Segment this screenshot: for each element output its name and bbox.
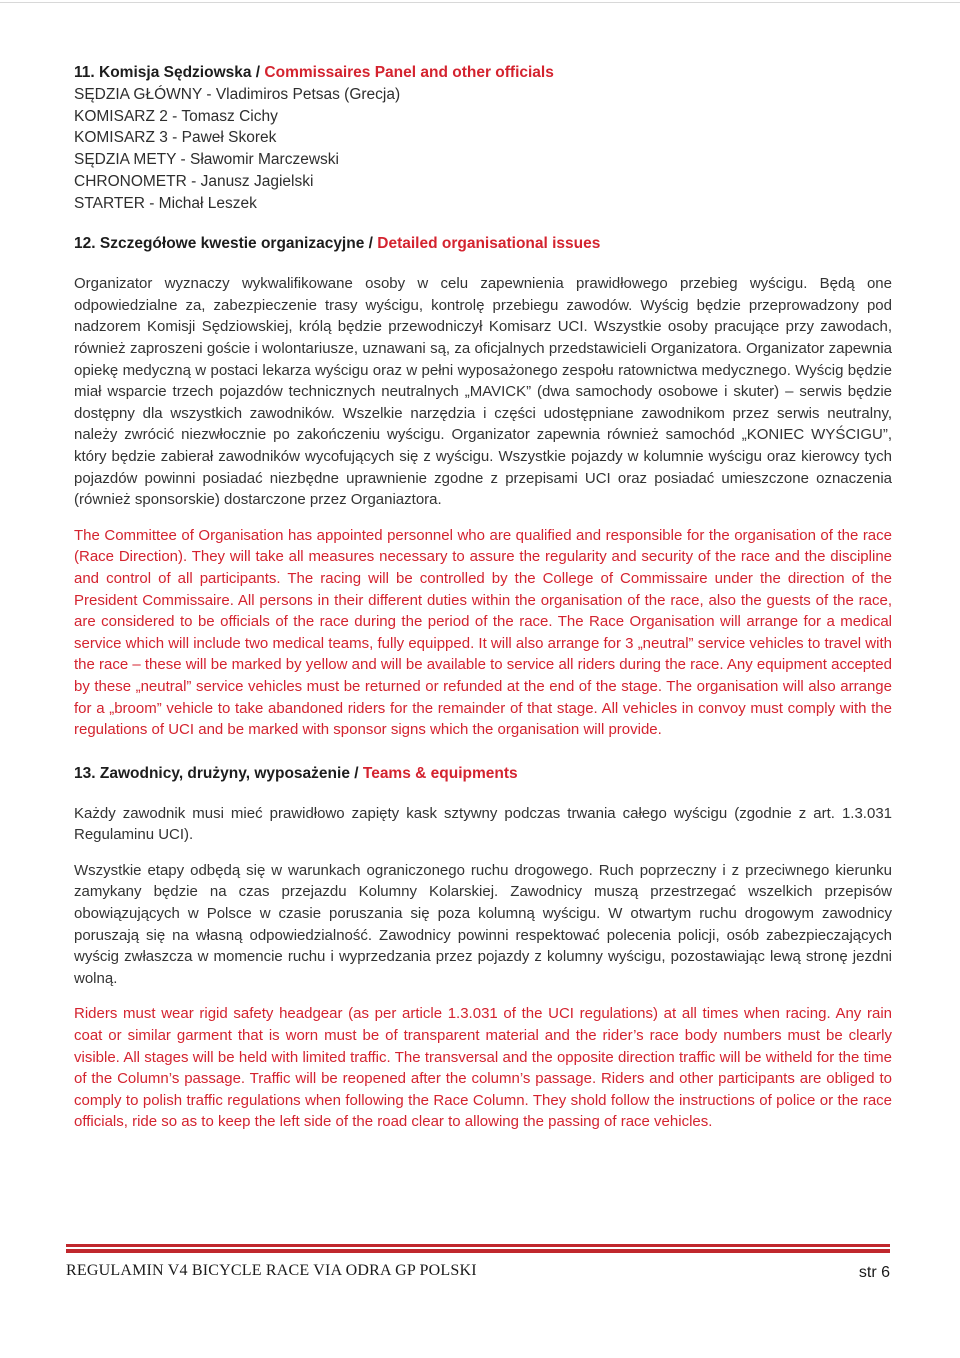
section-13-title-en: Teams & equipments	[362, 764, 518, 782]
section-11-title-en: Commissaires Panel and other officials	[264, 64, 554, 81]
footer-page-number: str 6	[858, 1264, 890, 1281]
section-12-title-pl: Szczegółowe kwestie organizacyjne /	[99, 235, 373, 253]
section-11	[74, 62, 892, 214]
footer-rule	[66, 1244, 890, 1253]
section-11-heading	[74, 62, 892, 84]
section-13	[74, 763, 892, 1133]
section-12-title-en: Detailed organisational issues	[377, 235, 601, 253]
officials-list	[74, 84, 892, 214]
section-13-text-pl-1: Każdy zawodnik musi mieć prawidłowo zapięty kask sztywny podczas trwania całego wyścigu (zgodnie z art. 1.3.031 Regulaminu UCI).	[74, 804, 892, 844]
official-item: KOMISARZ 2 - Tomasz Cichy	[74, 107, 278, 125]
page-content	[74, 62, 892, 1133]
footer-document-title: REGULAMIN V4 BICYCLE RACE VIA ODRA GP POLSKI	[66, 1262, 477, 1279]
official-item: KOMISARZ 3 - Paweł Skorek	[74, 129, 277, 147]
section-13-heading	[74, 763, 892, 785]
top-edge-rule	[0, 2, 960, 3]
section-12-text-pl: Organizator wyznaczy wykwalifikowane osoby w celu zapewnienia prawidłowego przebieg wyścigu. Będą one odpowiedzialne za, zabezpieczenie trasy wyścigu, kontrolę przebiegu zawodów. Wyścig będzie przeprowadzony pod nadzorem Komisji Sędziowskiej, królą będzie przewodniczył Komisarz UCI. Wszystkie osoby pracujące przy zawodach, również zaproszeni goście i wolontariusze, uznawani są, za oficjalnych przedstawicieli Organizatora. Organizator zapewnia opiekę medyczną w postaci lekarza wyścigu oraz w pełni wyposażonego zespołu ratownictwa medycznego. Wyścig będzie miał wsparcie trzech pojazdów technicznych neutralnych „MAVICK” (dwa samochody osobowe i skuter) – serwis będzie dostępny dla wszystkich zawodników. Wszelkie narzędzia i części udostępniane zawodnikom przez serwis neutralny, należy zwrócić niezwłocznie po zakończeniu wyścigu. Organizator zapewnia również samochód „KONIEC WYŚCIGU”, który będzie zabierał zawodników wycofujących się z wyścigu. Wszystkie pojazdy w kolumnie wyścigu oraz kierowcy tych pojazdów powinni posiadać niezbędne uprawnienie zgodne z przepisami UCI oraz posiadać umieszczone oznaczenia (również sponsorskie) dostarczone przez Organiaztora.	[74, 275, 892, 509]
section-13-text-en: Riders must wear rigid safety headgear (as per article 1.3.031 of the UCI regulations) at all times when racing. Any rain coat or similar garment that is worn must be of transparent material and the rider’s race body numbers must be clearly visible. All stages will be held with limited traffic. The transversal and the opposite direction traffic will be witheld for the time of the Column’s passage. Traffic will be reopened after the column’s passage. Riders and other participants are obliged to comply to polish traffic regulations when following the Race Column. They shold follow the instructions of police or the race officials, ride so as to keep the left side of the road clear to allowing the passing of race vehicles.	[74, 1005, 892, 1131]
official-item: SĘDZIA METY - Sławomir Marczewski	[74, 151, 339, 169]
section-12-number: 12.	[74, 235, 96, 253]
footer-rule-thick	[66, 1249, 890, 1253]
section-11-title-pl: Komisja Sędziowska /	[99, 64, 261, 81]
section-12	[74, 233, 892, 740]
footer-rule-thin	[66, 1244, 890, 1247]
section-13-title-pl: Zawodnicy, drużyny, wyposażenie /	[99, 764, 359, 782]
section-13-text-pl-2: Wszystkie etapy odbędą się w warunkach ograniczonego ruchu drogowego. Ruch poprzeczny i z przeciwnego kierunku zamykany będzie na czas przejazdu Kolumny Kolarskiej. Zawodnicy muszą przestrzegać wszelkich przepisów obowiązujących w Polsce w czasie poruszania się poza kolumną wyścigu. W otwartym ruchu drogowym zawodnicy poruszają się na własną odpowiedzialność. Zawodnicy powinni respektować polecenia policji, osób zabezpieczających wyścig zwłaszcza w momencie ruchu i wyprzedzania przez pojazdy z kolumny wyścigu, pozostawiając lewą stronę jezdni wolną.	[74, 861, 892, 987]
section-12-heading	[74, 233, 892, 255]
section-11-number: 11.	[74, 64, 95, 81]
official-item: CHRONOMETR - Janusz Jagielski	[74, 172, 314, 190]
section-12-text-en: The Committee of Organisation has appointed personnel who are qualified and responsible for the organisation of the race (Race Direction). They will take all measures necessary to assure the regularity and security of the race and the discipline and control of all participants. The racing will be controlled by the College of Commissaire under the direction of the President Commissaire. All persons in their different duties within the organisation of the race, also the guests of the race, are considered to be officials of the race during the period of the race. The Race Organisation will arrange for a medical service which will include two medical teams, fully equipped. It will also arrange for 3 „neutral” service vehicles to travel with the race – these will be marked by yellow and will be available to service all riders during the race. Any equipment accepted by these „neutral” service vehicles must be returned or refunded at the end of the stage. The organisation will also arrange for a „broom” vehicle to take abandoned riders for the remainder of that stage. All vehicles in convoy must comply with the regulations of UCI and be marked with sponsor signs which the organisation will provide.	[74, 526, 892, 739]
official-item: STARTER - Michał Leszek	[74, 194, 257, 212]
official-item: SĘDZIA GŁÓWNY - Vladimiros Petsas (Grecja)	[74, 86, 401, 103]
section-13-number: 13.	[74, 764, 96, 782]
